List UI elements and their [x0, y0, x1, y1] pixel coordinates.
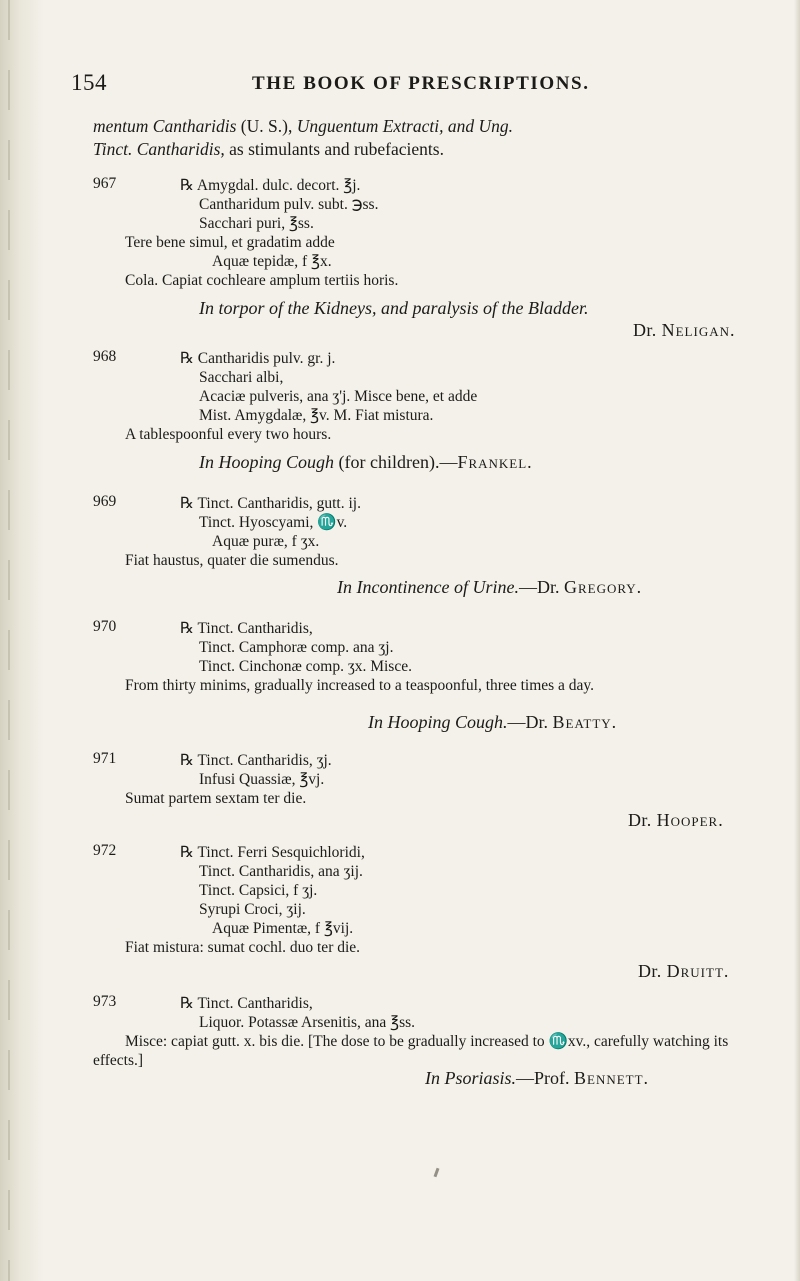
heading-title: In Hooping Cough. — [368, 712, 508, 732]
rx-line: A tablespoonful every two hours. — [125, 426, 332, 443]
recipe-number: 969 — [93, 493, 117, 510]
rx-line: ℞ Tinct. Cantharidis, gutt. ij. — [180, 495, 361, 512]
recipe-instruction: Misce: capiat gutt. x. bis die. [The dose to be gradually increased to ♏xv., carefully watching its effects.] — [93, 1033, 729, 1069]
heading-rest: —Prof. — [516, 1068, 575, 1088]
recipe-heading — [199, 452, 533, 473]
heading-rest: (for children).— — [334, 452, 458, 472]
ink-speck — [434, 1168, 440, 1177]
intro-italic-3: Tinct. Cantharidis, — [93, 139, 225, 159]
intro-italic-2: Unguentum Extracti, and Ung. — [296, 116, 513, 136]
rx-line: Aquæ puræ, f ʒx. — [212, 533, 320, 550]
author-prefix: Dr. — [638, 961, 667, 981]
author-name: Beatty. — [552, 712, 618, 732]
author-name: Frankel. — [457, 452, 533, 472]
recipe-heading — [368, 712, 617, 733]
author-name: Bennett. — [574, 1068, 650, 1088]
recipe-author — [628, 810, 724, 831]
running-title: THE BOOK OF PRESCRIPTIONS. — [252, 73, 590, 94]
rx-line: Liquor. Potassæ Arsenitis, ana ℥ss. — [199, 1014, 416, 1031]
rx-line: ℞ Tinct. Ferri Sesquichloridi, — [180, 844, 365, 861]
rx-line: Tinct. Cantharidis, ana ʒij. — [199, 863, 363, 880]
recipe-number: 971 — [93, 750, 117, 767]
rx-line: Tinct. Hyoscyami, ♏v. — [199, 514, 348, 531]
recipe-heading — [425, 1068, 649, 1089]
author-prefix: Dr. — [628, 810, 657, 830]
heading-rest: —Dr. — [518, 577, 564, 597]
rx-line: Tinct. Cinchonæ comp. ʒx. Misce. — [199, 658, 412, 675]
heading-title: In torpor of the Kidneys, and paralysis of the Bladder. — [199, 298, 589, 318]
recipe-number: 970 — [93, 618, 117, 635]
rx-line: Fiat mistura: sumat cochl. duo ter die. — [125, 939, 361, 956]
rx-line: Sacchari albi, — [199, 369, 284, 386]
recipe-author — [638, 961, 729, 982]
recipe-instruction: From thirty minims, gradually increased to a teaspoonful, three times a day. — [125, 677, 595, 694]
recipe-heading — [199, 298, 588, 319]
intro-line-1 — [93, 115, 513, 138]
rx-line: Tere bene simul, et gradatim adde — [125, 234, 335, 251]
recipe-number: 967 — [93, 175, 117, 192]
heading-title: In Incontinence of Urine. — [337, 577, 519, 597]
page-number: 154 — [71, 70, 107, 95]
rx-line: Aquæ Pimentæ, f ℥vij. — [212, 920, 354, 937]
recipe-heading — [337, 577, 642, 598]
author-name: Gregory. — [563, 577, 643, 597]
intro-plain-2: as stimulants and rubefacients. — [224, 139, 444, 159]
heading-rest: —Dr. — [507, 712, 553, 732]
rx-line: Fiat haustus, quater die sumendus. — [125, 552, 339, 569]
author-name: Hooper. — [656, 810, 724, 830]
recipe-number: 968 — [93, 348, 117, 365]
heading-title: In Hooping Cough — [199, 452, 334, 472]
rx-line: Sacchari puri, ℥ss. — [199, 215, 314, 232]
author-name: Druitt. — [666, 961, 730, 981]
rx-line: Sumat partem sextam ter die. — [125, 790, 307, 807]
rx-line: ℞ Tinct. Cantharidis, ʒj. — [180, 752, 332, 769]
author-prefix: Dr. — [633, 320, 662, 340]
intro-line-2 — [93, 138, 444, 161]
rx-line: Tinct. Capsici, f ʒj. — [199, 882, 318, 899]
rx-line: Syrupi Croci, ʒij. — [199, 901, 306, 918]
intro-italic-1: mentum Cantharidis — [93, 116, 237, 136]
rx-line: Cola. Capiat cochleare amplum tertiis horis. — [125, 272, 399, 289]
rx-line: Mist. Amygdalæ, ℥v. M. Fiat mistura. — [199, 407, 434, 424]
rx-line: Acaciæ pulveris, ana ʒ'j. Misce bene, et adde — [199, 388, 478, 405]
rx-line: ℞ Amygdal. dulc. decort. ℥j. — [180, 177, 361, 194]
rx-line: Cantharidum pulv. subt. ℈ss. — [199, 196, 379, 213]
intro-plain-1: (U. S.), — [236, 116, 297, 136]
rx-line: ℞ Cantharidis pulv. gr. j. — [180, 350, 336, 367]
recipe-number: 973 — [93, 993, 117, 1010]
recipe-number: 972 — [93, 842, 117, 859]
recipe-author — [633, 320, 735, 341]
rx-line: Tinct. Camphoræ comp. ana ʒj. — [199, 639, 394, 656]
rx-line: ℞ Tinct. Cantharidis, — [180, 620, 313, 637]
rx-line: ℞ Tinct. Cantharidis, — [180, 995, 313, 1012]
rx-line: Infusi Quassiæ, ℥vj. — [199, 771, 325, 788]
rx-line: Aquæ tepidæ, f ℥x. — [212, 253, 332, 270]
author-name: Neligan. — [661, 320, 736, 340]
heading-title: In Psoriasis. — [425, 1068, 517, 1088]
